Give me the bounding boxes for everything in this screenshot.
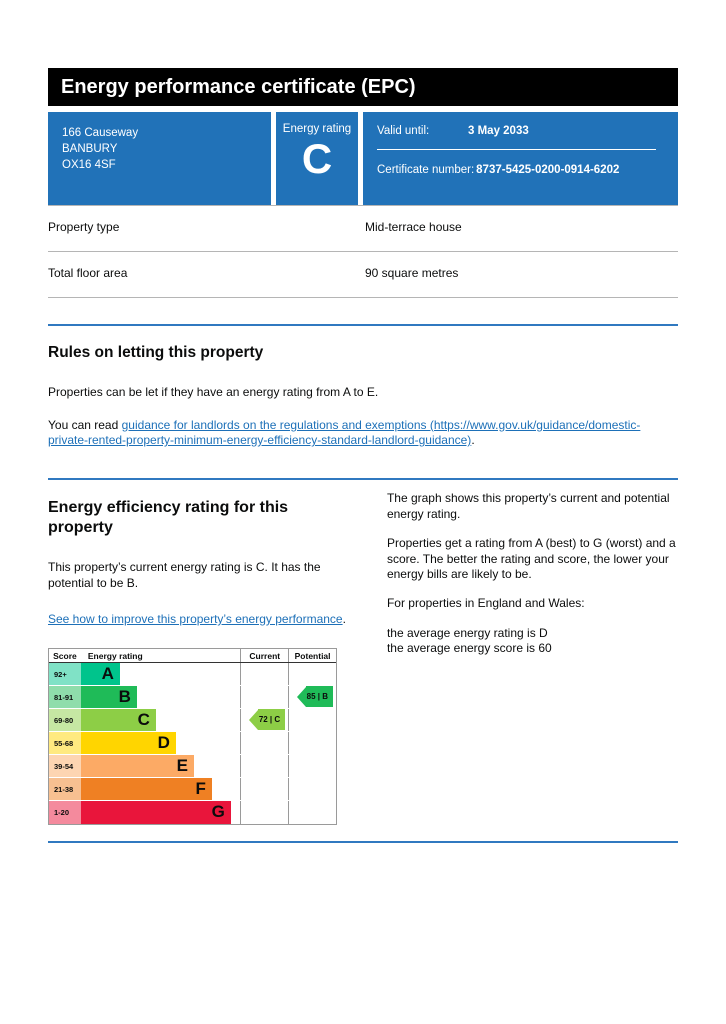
band-score-range: 81-91 (49, 686, 81, 708)
energy-rating-value: C (301, 135, 333, 182)
band-score-range: 55-68 (49, 732, 81, 754)
section-divider (48, 841, 678, 843)
band-score-range: 69-80 (49, 709, 81, 731)
potential-rating-arrow (297, 686, 333, 707)
detail-label: Property type (48, 220, 120, 234)
column-header-current: Current (240, 649, 288, 662)
england-wales-paragraph: For properties in England and Wales: (386, 596, 585, 611)
improve-performance-paragraph (48, 612, 353, 627)
epc-band-row-c (49, 709, 336, 732)
band-bar-c: C (81, 709, 156, 731)
certificate-summary-panel (48, 112, 678, 205)
averages-block (387, 626, 678, 657)
efficiency-paragraph: This property’s current energy rating is C. It has the potential to be B. (48, 560, 321, 590)
property-detail-row (48, 205, 678, 251)
current-cell (240, 709, 288, 731)
section-divider (48, 478, 678, 480)
band-bar-d: D (81, 732, 176, 754)
band-bar-area (81, 778, 240, 800)
epc-band-row-g (49, 801, 336, 824)
band-bar-area (81, 663, 240, 685)
improve-performance-link[interactable]: See how to improve this property’s energy performance (48, 612, 343, 627)
current-cell (240, 801, 288, 824)
landlord-guidance-link[interactable]: guidance for landlords on the regulations and exemptions (https://www.gov.uk/guidance/domestic-private-rented-property-minimum-energy-efficiency-standard-landlord-guidance) (48, 417, 641, 448)
efficiency-section (48, 490, 678, 824)
valid-until-label: Valid until: (377, 125, 430, 137)
epc-chart-header (49, 649, 336, 663)
efficiency-section-heading: Energy efficiency rating for this property (48, 499, 289, 537)
address-line-1: 166 Causeway (62, 127, 139, 139)
arrow-label: 72 | C (258, 709, 285, 730)
band-score-range: 21-38 (49, 778, 81, 800)
current-cell (240, 663, 288, 685)
current-cell (240, 778, 288, 800)
current-cell (240, 686, 288, 708)
validity-box (363, 112, 678, 205)
graph-description-paragraph: The graph shows this property’s current and potential energy rating. (386, 491, 670, 521)
epc-band-row-e (49, 755, 336, 778)
epc-rating-chart (48, 648, 337, 825)
band-score-range: 92+ (49, 663, 81, 685)
band-bar-area (81, 709, 240, 731)
potential-cell (288, 778, 336, 800)
average-rating-line: the average energy rating is D (386, 625, 548, 640)
address-line-2: BANBURY (62, 143, 118, 156)
detail-value: 90 square metres (365, 266, 459, 280)
rules-section-heading: Rules on letting this property (48, 344, 264, 361)
page-title: Energy performance certificate (EPC) (48, 68, 678, 106)
epc-band-row-d (49, 732, 336, 755)
detail-value: Mid-terrace house (365, 220, 462, 234)
potential-cell (288, 709, 336, 731)
potential-cell (288, 686, 336, 708)
rules-paragraph-1: Properties can be let if they have an energy rating from A to E. (48, 385, 379, 400)
band-bar-a: A (81, 663, 120, 685)
band-score-range: 39-54 (49, 755, 81, 777)
arrow-tip-icon (249, 710, 258, 730)
potential-cell (288, 663, 336, 685)
property-details-table (48, 205, 678, 298)
valid-until-date: 3 May 2033 (468, 125, 529, 137)
rules-paragraph-2-prefix: You can read (48, 417, 122, 432)
column-header-energy-rating: Energy rating (87, 650, 143, 661)
epc-band-row-b (49, 686, 336, 709)
band-bar-g: G (81, 801, 231, 824)
energy-rating-box (276, 112, 358, 205)
band-bar-f: F (81, 778, 212, 800)
band-score-range: 1-20 (49, 801, 81, 824)
potential-cell (288, 755, 336, 777)
arrow-tip-icon (297, 687, 306, 707)
band-bar-area (81, 732, 240, 754)
current-cell (240, 755, 288, 777)
current-cell (240, 732, 288, 754)
band-bar-b: B (81, 686, 137, 708)
column-header-potential: Potential (288, 649, 336, 662)
arrow-label: 85 | B (306, 686, 333, 707)
average-score-line: the average energy score is 60 (386, 640, 552, 655)
epc-band-row-f (49, 778, 336, 801)
rules-paragraph-2-suffix: . (471, 433, 475, 448)
address-line-3: OX16 4SF (62, 159, 116, 172)
certificate-number-value: 8737-5425-0200-0914-6202 (476, 164, 620, 176)
property-address (48, 112, 271, 205)
rules-paragraph-2 (48, 418, 648, 449)
certificate-number-label: Certificate number: (377, 164, 475, 176)
potential-cell (288, 801, 336, 824)
efficiency-right-column (387, 490, 678, 824)
detail-label: Total floor area (48, 266, 128, 280)
property-detail-row (48, 251, 678, 297)
band-bar-area (81, 801, 240, 824)
efficiency-left-column (48, 490, 353, 824)
current-rating-arrow (249, 709, 285, 730)
potential-cell (288, 732, 336, 754)
energy-rating-label: Energy rating (282, 123, 352, 135)
band-bar-e: E (81, 755, 194, 777)
epc-band-row-a (49, 663, 336, 686)
band-bar-area (81, 755, 240, 777)
valid-until-row (377, 125, 656, 137)
certificate-page (48, 68, 678, 843)
band-bar-area (81, 686, 240, 708)
certificate-number-row (377, 164, 656, 176)
column-header-score: Score (53, 650, 77, 661)
improve-performance-suffix: . (342, 612, 346, 627)
section-divider (48, 324, 678, 326)
validity-divider (377, 149, 656, 150)
rating-explanation-paragraph: Properties get a rating from A (best) to G (worst) and a score. The better the rating and score, the lower your energy bills are likely to be. (386, 536, 676, 581)
